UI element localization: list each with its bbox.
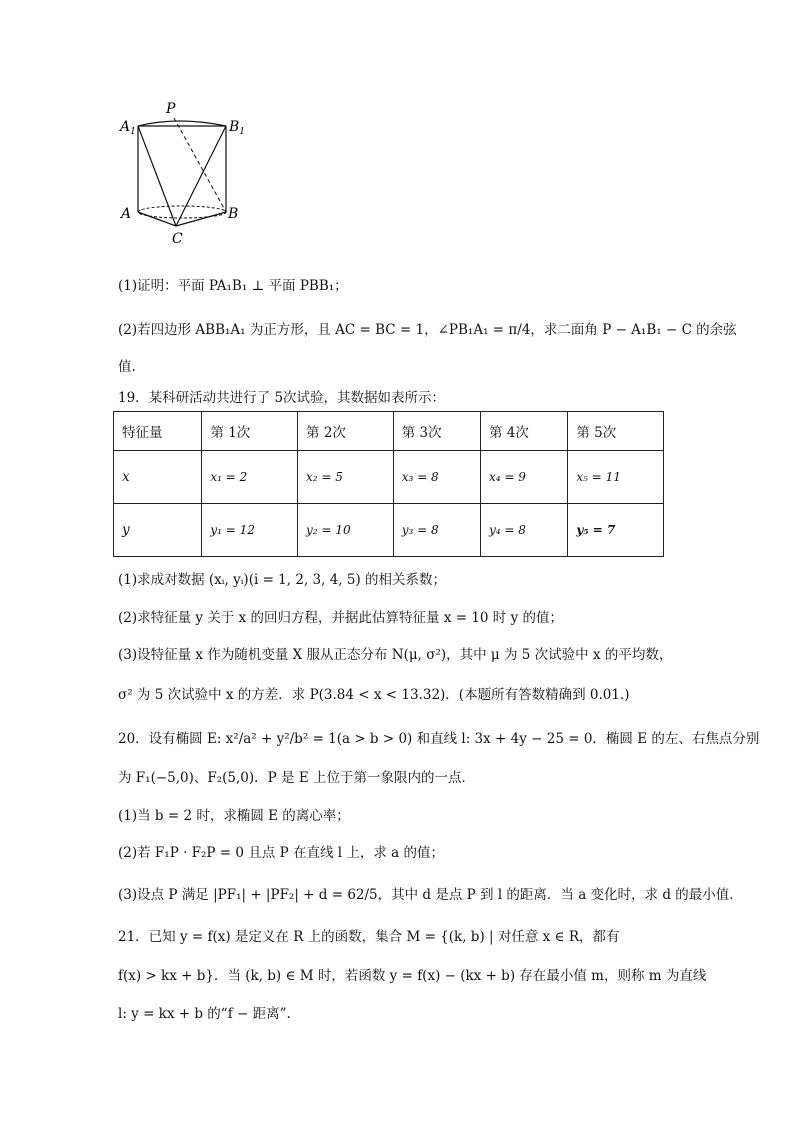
table-header-row xyxy=(114,412,664,451)
table-cell: x₄ = 9 xyxy=(481,451,568,504)
q19-part2: (2)求特征量 y 关于 x 的回归方程，并据此估算特征量 x = 10 时 y 的值； xyxy=(118,610,564,626)
table-header-cell: 第 1次 xyxy=(202,412,298,451)
q19-part1: (1)求成对数据 (xᵢ, yᵢ)(i = 1, 2, 3, 4, 5) 的相关系数； xyxy=(118,572,447,588)
label-a1: $A_1$ xyxy=(120,119,136,137)
q20-intro: 20．设有椭圆 E: x²/a² + y²/b² = 1(a > b > 0) 和直线 l: 3x + 4y − 25 = 0．椭圆 E 的左、右焦点分别 xyxy=(118,731,760,747)
table-header-cell: 第 2次 xyxy=(298,412,394,451)
table-cell: y₁ = 12 xyxy=(202,504,298,557)
q20-intro-cont: 为 F₁(−5,0)、F₂(5,0)．P 是 E 上位于第一象限内的一点． xyxy=(118,770,475,786)
label-b1: $B_1$ xyxy=(229,119,246,137)
q20-part1: (1)当 b = 2 时，求椭圆 E 的离心率； xyxy=(118,808,350,824)
q21-intro-cont: f(x) > kx + b}．当 (k, b) ∈ M 时，若函数 y = f(x) − (kx + b) 存在最小值 m，则称 m 为直线 xyxy=(118,968,707,984)
q19-part3: (3)设特征量 x 作为随机变量 X 服从正态分布 N(μ, σ²)，其中 μ 为 5 次试验中 x 的平均数， xyxy=(118,647,673,663)
table-cell: x xyxy=(114,451,202,504)
label-p: P xyxy=(166,101,176,117)
table-header-cell: 特征量 xyxy=(114,412,202,451)
q20-part2: (2)若 F₁P · F₂P = 0 且点 P 在直线 l 上，求 a 的值； xyxy=(118,845,444,861)
q19-data-table xyxy=(113,411,664,557)
q19-part3-cont: σ² 为 5 次试验中 x 的方差．求 P(3.84 < x < 13.32)．(本题所有答数精确到 0.01.) xyxy=(118,687,630,703)
table-header-cell: 第 3次 xyxy=(393,412,480,451)
q18-part1: (1)证明：平面 PA₁B₁ ⊥ 平面 PBB₁； xyxy=(118,278,348,294)
top-arc xyxy=(138,121,226,126)
label-c: C xyxy=(172,231,183,247)
q19-intro: 19．某科研活动共进行了 5次试验，其数据如表所示： xyxy=(118,390,446,406)
table-header-cell: 第 4次 xyxy=(481,412,568,451)
table-cell: x₅ = 11 xyxy=(568,451,664,504)
edge-a-c xyxy=(138,212,176,226)
q20-part3: (3)设点 P 满足 |PF₁| + |PF₂| + d = 62/5，其中 d 是点 P 到 l 的距离．当 a 变化时，求 d 的最小值． xyxy=(118,887,743,903)
q18-part2-cont: 值. xyxy=(118,359,136,375)
q21-intro: 21．已知 y = f(x) 是定义在 R 上的函数，集合 M = {(k, b) | 对任意 x ∈ R，都有 xyxy=(118,929,620,945)
table-cell: x₃ = 8 xyxy=(393,451,480,504)
geometry-figure xyxy=(118,100,258,250)
edge-c-b xyxy=(176,212,226,226)
edge-a1-c xyxy=(138,126,176,226)
table-cell: y₄ = 8 xyxy=(481,504,568,557)
table-cell: y₂ = 10 xyxy=(298,504,394,557)
table-cell: x₁ = 2 xyxy=(202,451,298,504)
label-b: B xyxy=(228,206,239,222)
table-row xyxy=(114,504,664,557)
table-cell: y xyxy=(114,504,202,557)
edge-b1-c xyxy=(176,126,226,226)
edge-p-b xyxy=(174,118,226,212)
label-a: A xyxy=(121,206,132,222)
q21-intro-cont2: l: y = kx + b 的“f − 距离”. xyxy=(118,1006,291,1022)
table-cell: x₂ = 5 xyxy=(298,451,394,504)
q18-part2: (2)若四边形 ABB₁A₁ 为正方形，且 AC = BC = 1，∠PB₁A₁ = π/4，求二面角 P − A₁B₁ − C 的余弦 xyxy=(118,322,737,338)
table-cell: y₅ = 7 xyxy=(568,504,664,557)
table-row xyxy=(114,451,664,504)
table-header-cell: 第 5次 xyxy=(568,412,664,451)
table-cell: y₃ = 8 xyxy=(393,504,480,557)
